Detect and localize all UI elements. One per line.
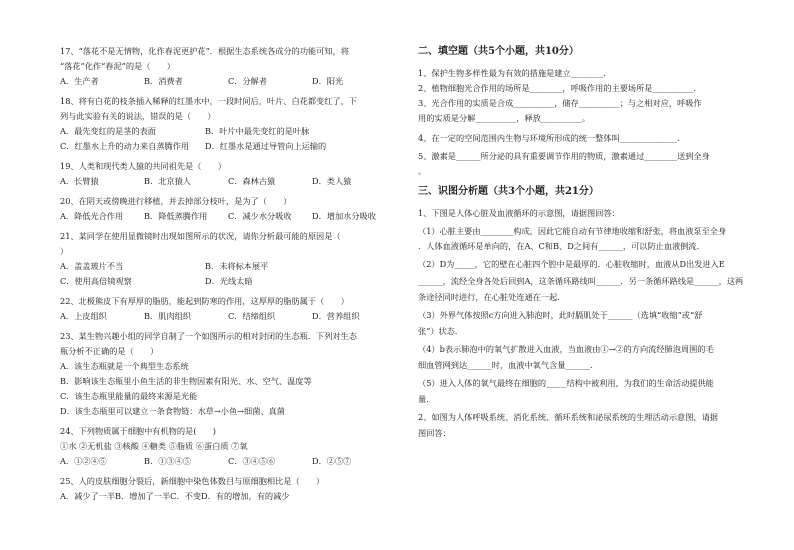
section3-title: 三、识图分析题（共3个小题，共21分） (418, 186, 599, 197)
q18-stem-line2: 列与此实验有关的说法，错误的是（ ） (60, 111, 216, 121)
q22-option-d: D．营养组织 (312, 311, 360, 321)
q24-option-c: C．③④⑤⑥ (228, 456, 276, 466)
analysis-q2-line1: 2、如图为人体呼吸系统、消化系统、循环系统和泌尿系统的生理活动示意图，请据 (418, 412, 718, 422)
q20-options (60, 211, 390, 222)
q18-option-c: C．红墨水上升的动力来自蒸腾作用 (60, 141, 190, 151)
q22-stem: 22、北极熊皮下有厚厚的脂肪，能起到防寒的作用，这厚厚的脂肪属于（ ） (60, 296, 349, 306)
q20-option-a: A．降低光合作用 (60, 211, 124, 221)
q19-stem: 19、人类和现代类人猿的共同祖先是（ ） (60, 161, 226, 171)
fill-q1: 1、保护生物多样性最为有效的措施是建立________． (418, 68, 612, 78)
analysis-q1-part4-line2: 细血管网到达______时，血液中氧气含量______． (418, 360, 599, 370)
analysis-q1-part1-line2: ．人体血液循环是单向的，在A、C和B、D之间有______，可以防止血液倒流． (418, 241, 705, 251)
analysis-q1-intro: 1、下图是人体心脏及血液循环的示意图，请据图回答： (418, 208, 620, 218)
analysis-q1-part4-line1: （4）b表示肺泡中的氧气扩散进入血液，当血液由①→②的方向流经肺泡周围的毛 (418, 344, 714, 354)
q17-options (60, 76, 390, 87)
q21-option-a: A．盖盖玻片不当 (60, 261, 124, 271)
q22-option-a: A．上皮组织 (60, 311, 107, 321)
fill-q5-line2: 。 (418, 166, 427, 176)
q21-option-c: C．使用高倍镜观察 (60, 276, 132, 286)
q20-option-c: C．减少水分吸收 (228, 211, 292, 221)
analysis-q2-line2: 图回答： (418, 428, 451, 438)
q19-option-c: C．森林古猿 (228, 176, 276, 186)
q21-option-b: B．未将标本展平 (205, 261, 269, 271)
q23-stem-line2: 瓶分析不正确的是（ ） (60, 346, 159, 356)
analysis-q1-part3-line1: （3）外界气体按照c方向进入肺泡时，此时膈肌处于______（选填“收缩”或“舒 (418, 310, 703, 320)
fill-q4: 4、在一定的空间范围内生物与环境所形成的统一整体叫______________． (418, 133, 686, 143)
q25-options: A．减少了一半B．增加了一半C．不变D．有的增加，有的减少 (60, 491, 290, 501)
q18-option-a: A．最先变红的是茎的表面 (60, 126, 156, 136)
q21-option-d: D．光线太暗 (205, 276, 253, 286)
analysis-q1-part3-line2: 张”）状态． (418, 326, 464, 336)
q23-stem-line1: 23、某生物兴趣小组的同学自制了一个如图所示的相对封闭的生态瓶．下列对生态 (60, 331, 357, 341)
q22-option-b: B．肌肉组织 (144, 311, 191, 321)
q23-option-b: B．影响该生态瓶里小鱼生活的非生物因素有阳光、水、空气、温度等 (60, 376, 312, 386)
fill-q3-line2: 用的实质是分解__________，释放__________。 (418, 113, 590, 123)
analysis-q1-part2-line2: ______，流经全身各处后回到A，这条循环路线叫______．另一条循环路线是______，这两 (418, 276, 744, 286)
fill-q2: 2、植物细胞光合作用的场所是________，呼吸作用的主要场所是__________． (418, 83, 702, 93)
q17-option-a: A．生产者 (60, 76, 99, 86)
section2-title: 二、填空题（共5个小题，共10分） (418, 46, 579, 57)
q23-option-c: C．该生态瓶里能量的最终来源是光能 (60, 391, 198, 401)
analysis-q1-part1-line1: （1）心脏主要由________构成，因此它能自动有节律地收缩和舒张，将血液泵至全身 (418, 226, 727, 236)
q23-option-a: A．该生态瓶就是一个典型生态系统 (60, 361, 189, 371)
q20-option-d: D．增加水分吸收 (312, 211, 376, 221)
q18-option-b: B．叶片中最先变红的是叶脉 (205, 126, 310, 136)
q17-stem-line2: “落花”化作“春泥”的是（ ） (60, 61, 175, 71)
q24-options (60, 456, 390, 467)
q19-options (60, 176, 390, 187)
q18-stem-line1: 18、将有白花的枝条插入稀释的红墨水中，一段时间后，叶片、白花都变红了，下 (60, 96, 357, 106)
q24-option-b: B．①③④⑤ (144, 456, 191, 466)
analysis-q1-part2-line3: 条途径同时进行，在心脏处连通在一起． (418, 292, 566, 302)
analysis-q1-part5-line1: （5）进入人体的氧气最终在细胞的_____结构中被利用，为我们的生命活动提供能 (418, 378, 714, 388)
q24-items: ①水 ②无机盐 ③核酸 ④糖类 ⑤脂质 ⑥蛋白质 ⑦氧 (60, 441, 248, 451)
analysis-q1-part2-line1: （2）D为_____，它的壁在心脏四个腔中是最厚的．心脏收缩时，血液从D出发进入E (418, 259, 725, 269)
q19-option-d: D．类人猿 (312, 176, 352, 186)
q20-stem: 20、在阴天或傍晚进行移植，并去掉部分枝叶，是为了（ ） (60, 196, 292, 206)
q17-option-c: C．分解者 (228, 76, 268, 86)
q17-option-d: D．阳光 (312, 76, 344, 86)
fill-q3-line1: 3、光合作用的实质是合成__________，储存__________；与之相对应，呼吸作 (418, 98, 702, 108)
q22-option-c: C．结缔组织 (228, 311, 276, 321)
q24-option-d: D．②⑤⑦ (312, 456, 352, 466)
q24-option-a: A．①②④⑤ (60, 456, 107, 466)
q25-stem: 25、人的皮肤细胞分裂后，新细胞中染色体数目与原细胞相比是（ ） (60, 476, 325, 486)
q19-option-b: B．北京猿人 (144, 176, 191, 186)
q18-option-d: D．红墨水是通过导管向上运输的 (205, 141, 327, 151)
analysis-q1-part5-line2: 量． (418, 394, 435, 404)
q24-stem: 24、下列物质属于细胞中有机物的是( ) (60, 426, 216, 436)
q17-option-b: B．消费者 (144, 76, 183, 86)
q20-option-b: B．降低蒸腾作用 (144, 211, 208, 221)
fill-q5-line1: 5、激素是______所分泌的具有重要调节作用的物质，激素通过________送到全身 (418, 151, 710, 161)
q23-option-d: D．该生态瓶里可以建立一条食物链：水草→小鱼→细菌、真菌 (60, 406, 285, 416)
q17-stem-line1: 17、“落花不是无情物，化作春泥更护花”．根据生态系统各成分的功能可知，将 (60, 46, 349, 56)
q19-option-a: A．长臂猿 (60, 176, 99, 186)
q21-stem-line1: 21、某同学在使用显微镜时出现如图所示的状况，请你分析最可能的原因是（ (60, 231, 341, 241)
q22-options (60, 311, 390, 322)
q21-stem-line2: ） (60, 246, 69, 256)
